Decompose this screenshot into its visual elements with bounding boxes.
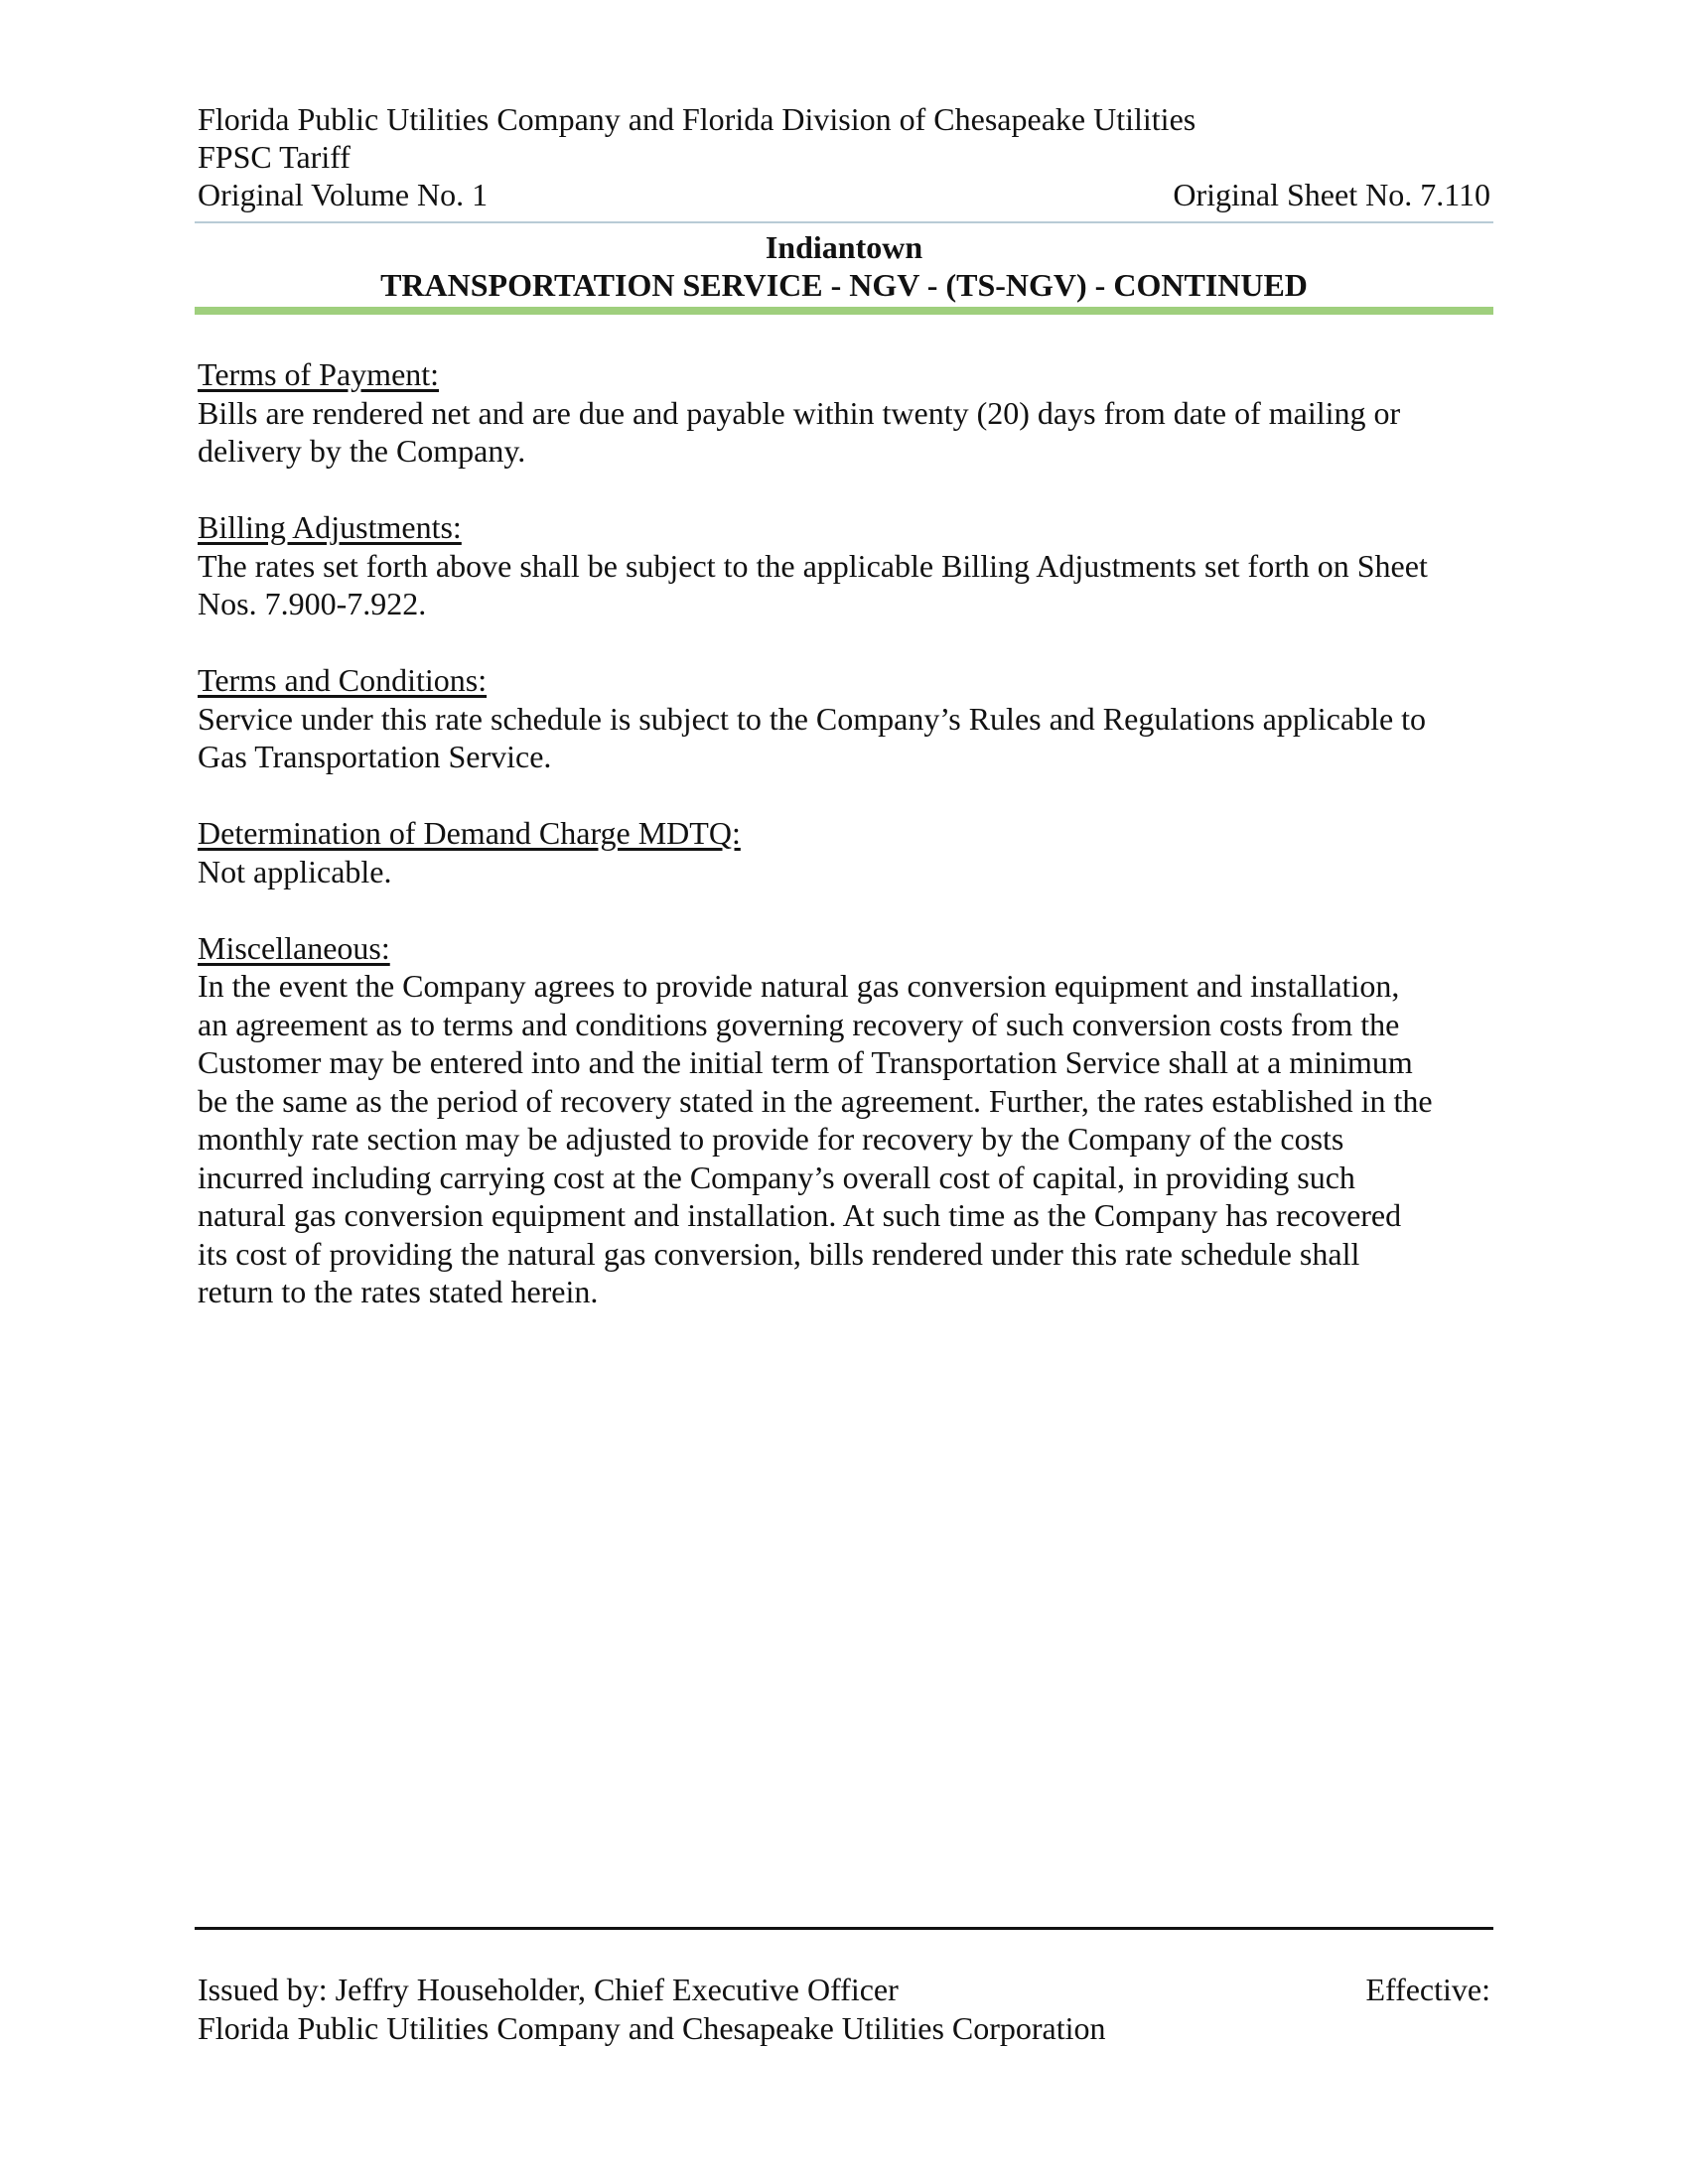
section-text-line: In the event the Company agrees to provide natural gas conversion equipment and installation,	[198, 968, 1400, 1004]
section-text-line: Service under this rate schedule is subject to the Company’s Rules and Regulations applicable to	[198, 700, 1427, 737]
section-terms-and-conditions	[198, 661, 1498, 776]
footer-effective: Effective:	[1365, 1972, 1490, 2007]
section-text-line: monthly rate section may be adjusted to provide for recovery by the Company of the costs	[198, 1121, 1344, 1157]
header-tariff: FPSC Tariff	[198, 139, 351, 175]
section-text-line: Bills are rendered net and are due and payable within twenty (20) days from date of mailing or	[198, 394, 1401, 431]
footer-divider	[195, 1927, 1493, 1930]
footer-companies: Florida Public Utilities Company and Chesapeake Utilities Corporation	[198, 2010, 1106, 2046]
section-terms-of-payment	[198, 355, 1498, 471]
section-heading: Billing Adjustments:	[198, 509, 462, 545]
footer-issued-by: Issued by: Jeffry Householder, Chief Executive Officer	[198, 1972, 899, 2007]
section-text-line: Nos. 7.900-7.922.	[198, 586, 427, 621]
section-miscellaneous	[198, 929, 1498, 1311]
title-location: Indiantown	[765, 229, 923, 265]
section-heading: Determination of Demand Charge MDTQ:	[198, 815, 741, 851]
section-demand-charge-mdtq	[198, 814, 1498, 890]
section-text-line: its cost of providing the natural gas conversion, bills rendered under this rate schedule shall	[198, 1235, 1360, 1272]
title-divider	[195, 307, 1493, 315]
section-text-line: Not applicable.	[198, 853, 392, 889]
section-text-line: natural gas conversion equipment and installation. At such time as the Company has recovered	[198, 1197, 1402, 1233]
header-volume: Original Volume No. 1	[198, 177, 489, 212]
section-text-line: be the same as the period of recovery stated in the agreement. Further, the rates established in the	[198, 1082, 1433, 1119]
tariff-body	[198, 355, 1498, 1349]
section-text-line: The rates set forth above shall be subject to the applicable Billing Adjustments set forth on Sheet	[198, 547, 1428, 584]
section-text-line: Gas Transportation Service.	[198, 739, 552, 774]
section-text-line: an agreement as to terms and conditions governing recovery of such conversion costs from the	[198, 1006, 1400, 1042]
section-billing-adjustments	[198, 508, 1498, 623]
header-divider	[195, 221, 1493, 223]
section-text-line: return to the rates stated herein.	[198, 1274, 599, 1309]
section-text-line: incurred including carrying cost at the Company’s overall cost of capital, in providing such	[198, 1159, 1355, 1195]
header-sheet-number: Original Sheet No. 7.110	[1173, 177, 1490, 212]
section-heading: Terms and Conditions:	[198, 662, 488, 698]
section-text-line: delivery by the Company.	[198, 433, 526, 469]
section-heading: Miscellaneous:	[198, 929, 390, 966]
section-text-line: Customer may be entered into and the initial term of Transportation Service shall at a minimum	[198, 1044, 1413, 1080]
header-company: Florida Public Utilities Company and Florida Division of Chesapeake Utilities	[198, 101, 1196, 137]
title-schedule: TRANSPORTATION SERVICE - NGV - (TS-NGV) - CONTINUED	[380, 267, 1308, 303]
section-heading: Terms of Payment:	[198, 356, 440, 392]
